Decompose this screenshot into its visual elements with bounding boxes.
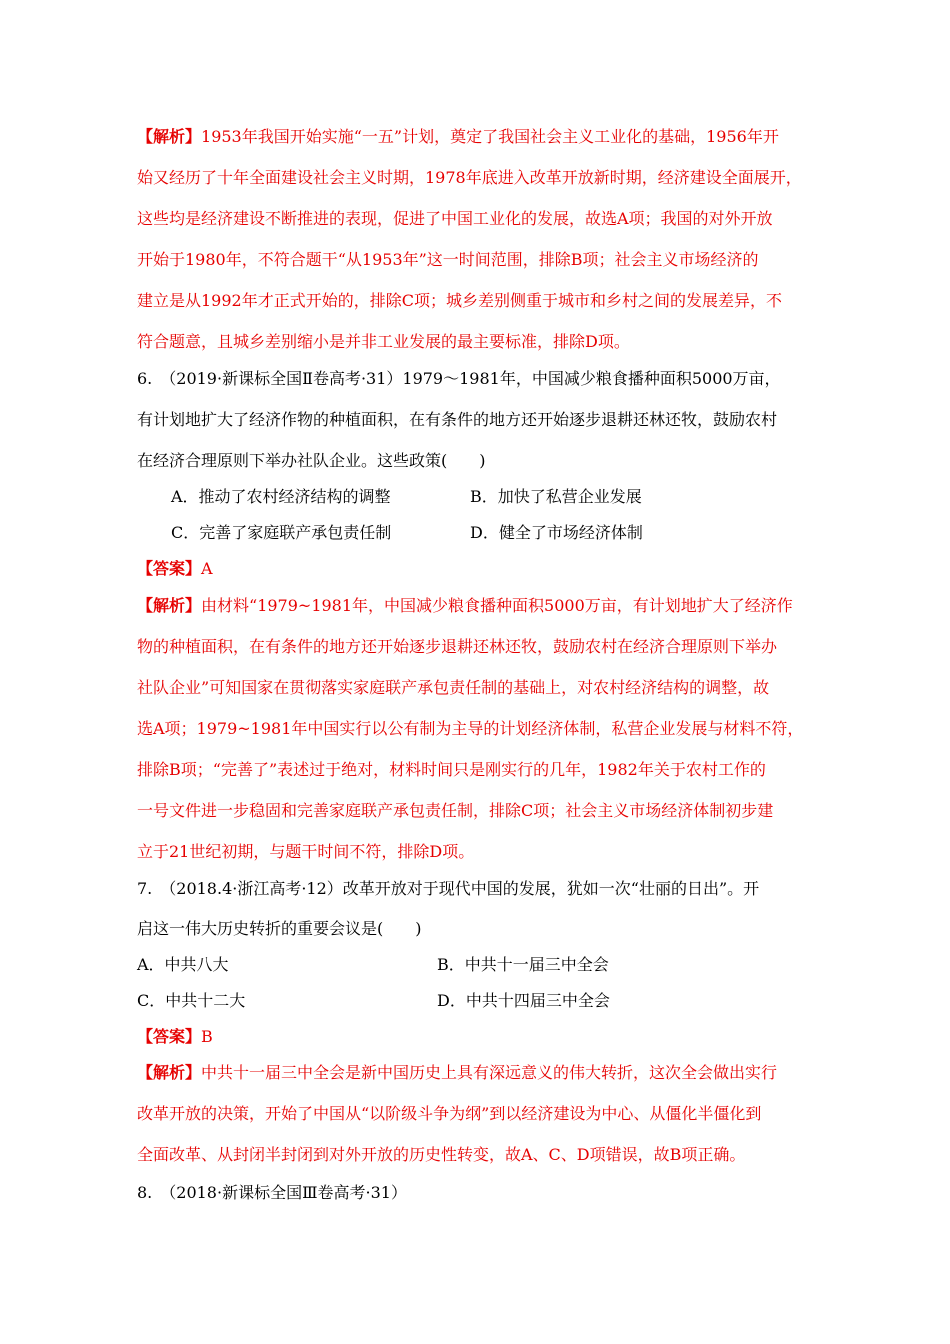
- q5-analysis-line-5: 建立是从1992年才正式开始的，排除C项；城乡差别侧重于城市和乡村之间的发展差异，不: [137, 291, 782, 310]
- q6-analysis-line-3: 社队企业”可知国家在贯彻落实家庭联产承包责任制的基础上，对农村经济结构的调整，故: [137, 678, 770, 697]
- q5-analysis-label: 【解析】: [137, 127, 202, 146]
- q5-analysis-line-2: 始又经历了十年全面建设社会主义时期，1978年底进入改革开放新时期，经济建设全面展开，: [137, 168, 802, 187]
- q7-analysis-line-1: 【解析】中共十一届三中全会是新中国历史上具有深远意义的伟大转折，这次全会做出实行: [137, 1063, 778, 1082]
- q7-answer-label: 【答案】: [137, 1027, 202, 1046]
- q6-analysis-line-4: 选A项；1979~1981年中国实行以公有制为主导的计划经济体制，私营企业发展与材料不符，: [137, 719, 804, 738]
- q6-stem-line-1: 6. （2019·新课标全国Ⅱ卷高考·31）1979～1981年，中国减少粮食播种面积5000万亩，: [137, 369, 781, 388]
- q6-analysis-label: 【解析】: [137, 596, 202, 615]
- q7-stem-line-2: 启这一伟大历史转折的重要会议是( ): [137, 919, 422, 938]
- q6-answer: [137, 559, 213, 579]
- q6-option-d: D．健全了市场经济体制: [470, 523, 643, 542]
- q6-analysis-line-7: 立于21世纪初期，与题干时间不符，排除D项。: [137, 842, 475, 861]
- q6-analysis-line-5: 排除B项；“完善了”表述过于绝对，材料时间只是刚实行的几年，1982年关于农村工作的: [137, 760, 766, 779]
- q7-option-a: A．中共八大: [137, 955, 229, 974]
- q7-analysis-line-3: 全面改革、从封闭半封闭到对外开放的历史性转变，故A、C、D项错误，故B项正确。: [137, 1145, 746, 1164]
- q7-option-b: B．中共十一届三中全会: [437, 955, 609, 974]
- q5-analysis-line-6: 符合题意，且城乡差别缩小是并非工业发展的最主要标准，排除D项。: [137, 332, 630, 351]
- q6-option-b: B．加快了私营企业发展: [470, 487, 642, 506]
- q7-analysis-label: 【解析】: [137, 1063, 202, 1082]
- q7-answer: [137, 1027, 213, 1047]
- q7-analysis-line-2: 改革开放的决策，开始了中国从“以阶级斗争为纲”到以经济建设为中心、从僵化半僵化到: [137, 1104, 762, 1123]
- q6-analysis-line-1: 【解析】由材料“1979~1981年，中国减少粮食播种面积5000万亩，有计划地扩大了经济作: [137, 596, 793, 615]
- q6-option-c: C．完善了家庭联产承包责任制: [171, 523, 392, 542]
- q5-analysis-line-1: 【解析】1953年我国开始实施“一五”计划，奠定了我国社会主义工业化的基础，1956年开: [137, 127, 779, 146]
- q6-analysis-line-6: 一号文件进一步稳固和完善家庭联产承包责任制，排除C项；社会主义市场经济体制初步建: [137, 801, 774, 820]
- q6-answer-value: A: [201, 559, 213, 578]
- q8-stem-line-1: 8. （2018·新课标全国Ⅲ卷高考·31）: [137, 1183, 407, 1202]
- q6-stem-line-3: 在经济合理原则下举办社队企业。这些政策( ): [137, 451, 486, 470]
- q7-option-d: D．中共十四届三中全会: [437, 991, 610, 1010]
- q6-stem-line-2: 有计划地扩大了经济作物的种植面积，在有条件的地方还开始逐步退耕还林还牧，鼓励农村: [137, 410, 778, 429]
- q7-option-c: C．中共十二大: [137, 991, 246, 1010]
- q6-answer-label: 【答案】: [137, 559, 202, 578]
- q5-analysis-line-4: 开始于1980年，不符合题干“从1953年”这一时间范围，排除B项；社会主义市场经济的: [137, 250, 759, 269]
- q7-answer-value: B: [201, 1027, 213, 1046]
- q6-option-a: A．推动了农村经济结构的调整: [171, 487, 391, 506]
- q6-analysis-line-2: 物的种植面积，在有条件的地方还开始逐步退耕还林还牧，鼓励农村在经济合理原则下举办: [137, 637, 778, 656]
- q5-analysis-line-3: 这些均是经济建设不断推进的表现，促进了中国工业化的发展，故选A项；我国的对外开放: [137, 209, 773, 228]
- q7-stem-line-1: 7. （2018.4·浙江高考·12）改革开放对于现代中国的发展，犹如一次“壮丽的日出”。开: [137, 879, 760, 898]
